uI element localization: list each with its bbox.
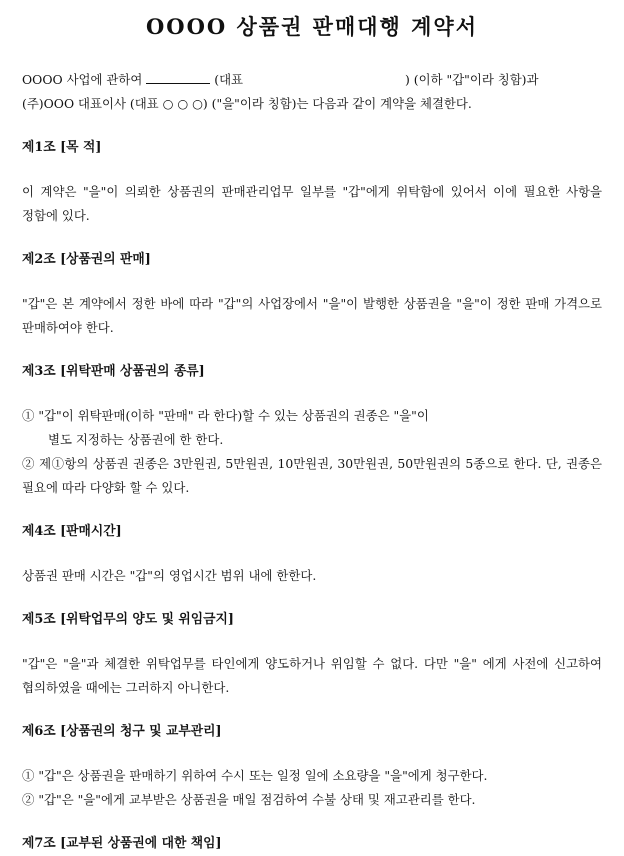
intro-representative: (대표 (214, 72, 244, 87)
article-4-body: 상품권 판매 시간은 "갑"의 영업시간 범위 내에 한한다. (22, 568, 317, 583)
article-3-heading: 제3조 [위탁판매 상품권의 종류] (22, 364, 205, 379)
document-title: OOOO 상품권 판매대행 계약서 (146, 14, 478, 39)
article-1-body: 이 계약은 "을"이 의뢰한 상품권의 판매관리업무 일부를 "갑"에게 위탁함에 있어서 이에 필요한 사항을 정함에 있다. (22, 184, 602, 223)
article-1-heading: 제1조 [목 적] (22, 140, 102, 155)
article-3-item-2: ② 제①항의 상품권 권종은 3만원권, 5만원권, 10만원권, 30만원권, 50만원권의 5종으로 한다. 단, 권종은 필요에 따라 다양화 할 수 있다. (22, 456, 602, 495)
article-2-body: "갑"은 본 계약에서 정한 바에 따라 "갑"의 사업장에서 "을"이 발행한 상품권을 "을"이 정한 판매 가격으로 판매하여야 한다. (22, 296, 602, 335)
article-2-heading: 제2조 [상품권의 판매] (22, 252, 151, 267)
article-4-heading: 제4조 [판매시간] (22, 524, 122, 539)
intro-party-a: OOOO 사업에 관하여 (22, 72, 143, 87)
blank-field (146, 71, 210, 84)
intro-line-2: (주)OOO 대표이사 (대표 ○ ○ ○) ("을"이라 칭함)는 다음과 같이 계약을 체결한다. (22, 96, 472, 111)
article-5-body: "갑"은 "을"과 체결한 위탁업무를 타인에게 양도하거나 위임할 수 없다. 다만 "을" 에게 사전에 신고하여 협의하였을 때에는 그러하지 아니한다. (22, 656, 602, 695)
article-6-item-2: ② "갑"은 "을"에게 교부받은 상품권을 매일 점검하여 수불 상태 및 재고관리를 한다. (22, 792, 476, 807)
article-7-heading: 제7조 [교부된 상품권에 대한 책임] (22, 836, 222, 851)
article-6-item-1: ① "갑"은 상품권을 판매하기 위하여 수시 또는 일정 일에 소요량을 "을"에게 청구한다. (22, 768, 488, 783)
intro-party-a-alias: ) (이하 "갑"이라 칭함)과 (405, 72, 539, 87)
intro-line-1 (22, 68, 602, 92)
article-6-heading: 제6조 [상품권의 청구 및 교부관리] (22, 724, 222, 739)
article-5-heading: 제5조 [위탁업무의 양도 및 위임금지] (22, 612, 234, 627)
article-3-item-1-cont: 별도 지정하는 상품권에 한 한다. (48, 432, 224, 447)
article-3-item-1: ① "갑"이 위탁판매(이하 "판매" 라 한다)할 수 있는 상품권의 권종은 "을"이 (22, 408, 429, 423)
